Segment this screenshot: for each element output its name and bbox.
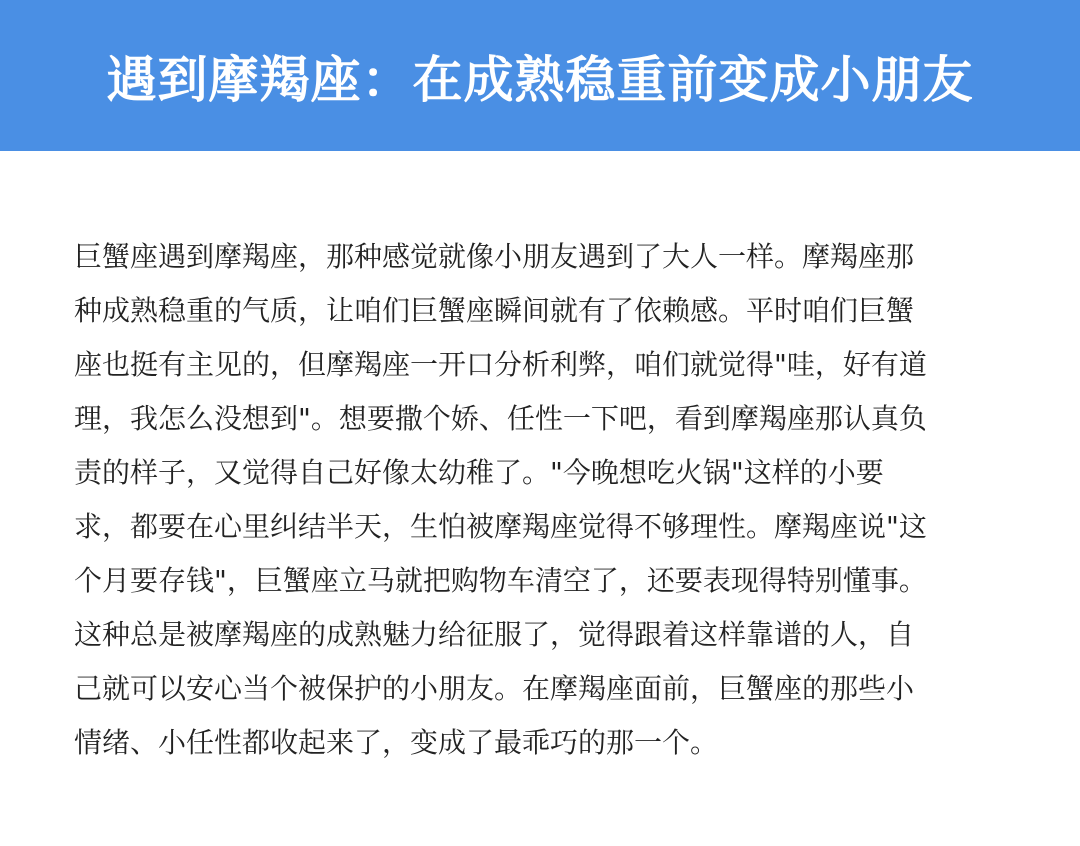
paragraph-line-6: 求，都要在心里纠结半天，生怕被摩羯座觉得不够理性。摩羯座说"这 xyxy=(74,510,927,543)
paragraph-line-5: 责的样子，又觉得自己好像太幼稚了。"今晚想吃火锅"这样的小要 xyxy=(74,456,884,489)
page-title: 遇到摩羯座：在成熟稳重前变成小朋友 xyxy=(106,50,974,109)
paragraph-line-3: 座也挺有主见的，但摩羯座一开口分析利弊，咱们就觉得"哇，好有道 xyxy=(74,348,927,381)
paragraph-line-7: 个月要存钱"，巨蟹座立马就把购物车清空了，还要表现得特别懂事。 xyxy=(74,564,927,597)
paragraph-line-2: 种成熟稳重的气质，让咱们巨蟹座瞬间就有了依赖感。平时咱们巨蟹 xyxy=(74,294,915,327)
header-banner xyxy=(0,0,1080,151)
paragraph-line-9: 己就可以安心当个被保护的小朋友。在摩羯座面前，巨蟹座的那些小 xyxy=(74,672,915,705)
paragraph-line-1: 巨蟹座遇到摩羯座，那种感觉就像小朋友遇到了大人一样。摩羯座那 xyxy=(74,240,915,273)
paragraph-line-4: 理，我怎么没想到"。想要撒个娇、任性一下吧，看到摩羯座那认真负 xyxy=(74,402,927,435)
paragraph-line-8: 这种总是被摩羯座的成熟魅力给征服了，觉得跟着这样靠谱的人，自 xyxy=(74,618,915,651)
article-body xyxy=(74,230,1014,770)
paragraph-line-10: 情绪、小任性都收起来了，变成了最乖巧的那一个。 xyxy=(74,726,719,759)
